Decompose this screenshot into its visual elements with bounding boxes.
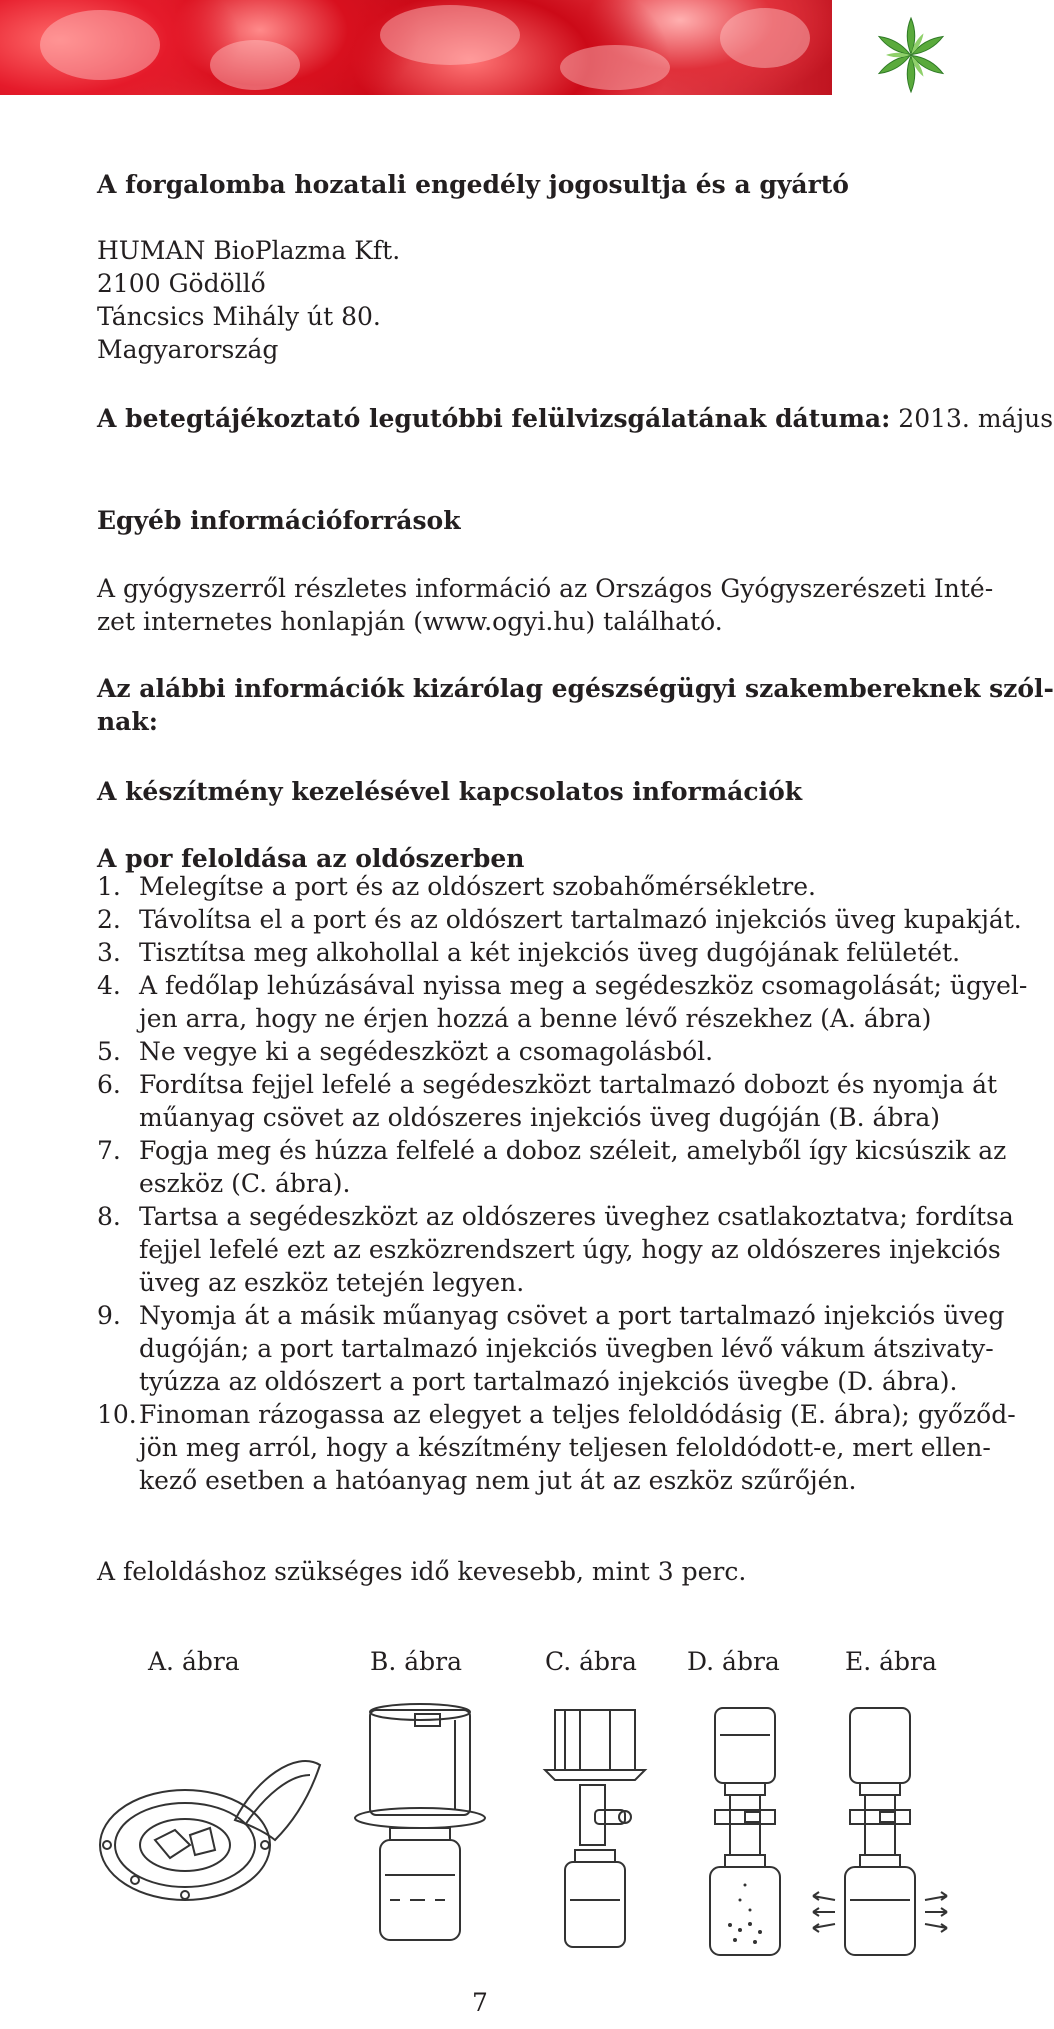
company-street: Táncsics Mihály út 80. <box>97 302 381 331</box>
figure-c-device-released-illustration <box>540 1700 650 1950</box>
step-text: jön meg arról, hogy a készítmény teljesen feloldódott-e, mert ellen- <box>139 1433 991 1462</box>
company-name: HUMAN BioPlazma Kft. <box>97 236 401 265</box>
page-number: 7 <box>472 1988 488 2017</box>
revision-date-line <box>97 402 1053 435</box>
step-text: Fordítsa fejjel lefelé a segédeszközt tartalmazó dobozt és nyomja át <box>139 1070 998 1099</box>
revision-date: 2013. május <box>890 404 1054 433</box>
step-number: 8. <box>97 1202 121 1231</box>
step-text: kező esetben a hatóanyag nem jut át az eszköz szűrőjén. <box>139 1466 857 1495</box>
step-text: Finoman rázogassa az elegyet a teljes feloldódásig (E. ábra); győződ- <box>139 1400 1016 1429</box>
holder-heading: A forgalomba hozatali engedély jogosultja és a gyártó <box>97 170 849 199</box>
step-number: 3. <box>97 938 121 967</box>
figure-e-swirl-illustration <box>805 1700 955 1960</box>
handling-heading: A készítmény kezelésével kapcsolatos információk <box>97 777 803 806</box>
step-number: 4. <box>97 971 121 1000</box>
step-text: Nyomja át a másik műanyag csövet a port tartalmazó injekciós üveg <box>139 1301 1005 1330</box>
step-text: tyúzza az oldószert a port tartalmazó injekciós üvegbe (D. ábra). <box>139 1367 958 1396</box>
step-text: A fedőlap lehúzásával nyissa meg a segédeszköz csomagolását; ügyel- <box>139 971 1028 1000</box>
step-text: Tisztítsa meg alkohollal a két injekciós üveg dugójának felületét. <box>139 938 961 967</box>
dissolve-heading: A por feloldása az oldószerben <box>97 844 525 873</box>
header-banner-image <box>0 0 832 95</box>
step-number: 1. <box>97 872 121 901</box>
time-note: A feloldáshoz szükséges idő kevesebb, mint 3 perc. <box>97 1557 747 1586</box>
step-text: Távolítsa el a port és az oldószert tartalmazó injekciós üveg kupakját. <box>139 905 1022 934</box>
step-number: 7. <box>97 1136 121 1165</box>
step-text: eszköz (C. ábra). <box>139 1169 351 1198</box>
other-sources-heading: Egyéb információforrások <box>97 506 461 535</box>
professionals-heading-line: Az alábbi információk kizárólag egészségügyi szakembereknek szól- <box>97 674 1054 703</box>
figure-label-d: D. ábra <box>687 1647 780 1676</box>
step-text: Melegítse a port és az oldószert szobahőmérsékletre. <box>139 872 816 901</box>
other-sources-text-line: zet internetes honlapján (www.ogyi.hu) található. <box>97 607 723 636</box>
figure-label-a: A. ábra <box>148 1647 240 1676</box>
step-text: dugóján; a port tartalmazó injekciós üvegben lévő vákum átszivaty- <box>139 1334 994 1363</box>
figure-b-box-on-vial-illustration <box>345 1700 495 1950</box>
step-text: Fogja meg és húzza felfelé a doboz széleit, amelyből így kicsúszik az <box>139 1136 1007 1165</box>
step-number: 2. <box>97 905 121 934</box>
step-number: 9. <box>97 1301 121 1330</box>
revision-label: A betegtájékoztató legutóbbi felülvizsgálatának dátuma: <box>97 404 891 433</box>
step-text: Ne vegye ki a segédeszközt a csomagolásból. <box>139 1037 714 1066</box>
figure-d-transfer-illustration <box>690 1700 800 1960</box>
leaf-logo-icon <box>870 14 952 96</box>
step-number: 5. <box>97 1037 121 1066</box>
figure-label-e: E. ábra <box>845 1647 937 1676</box>
step-text: műanyag csövet az oldószeres injekciós üveg dugóján (B. ábra) <box>139 1103 941 1132</box>
step-text: jen arra, hogy ne érjen hozzá a benne lévő részekhez (A. ábra) <box>139 1004 932 1033</box>
step-text: üveg az eszköz tetején legyen. <box>139 1268 525 1297</box>
step-text: Tartsa a segédeszközt az oldószeres üveghez csatlakoztatva; fordítsa <box>139 1202 1014 1231</box>
figure-label-b: B. ábra <box>370 1647 463 1676</box>
step-number: 6. <box>97 1070 121 1099</box>
step-text: fejjel lefelé ezt az eszközrendszert úgy, hogy az oldószeres injekciós <box>139 1235 1001 1264</box>
step-number: 10. <box>97 1400 137 1429</box>
figure-a-opened-package-illustration <box>95 1740 325 1920</box>
professionals-heading-line: nak: <box>97 707 158 736</box>
other-sources-text-line: A gyógyszerről részletes információ az Országos Gyógyszerészeti Inté- <box>97 574 994 603</box>
company-city: 2100 Gödöllő <box>97 269 266 298</box>
company-country: Magyarország <box>97 335 279 364</box>
figure-label-c: C. ábra <box>545 1647 637 1676</box>
